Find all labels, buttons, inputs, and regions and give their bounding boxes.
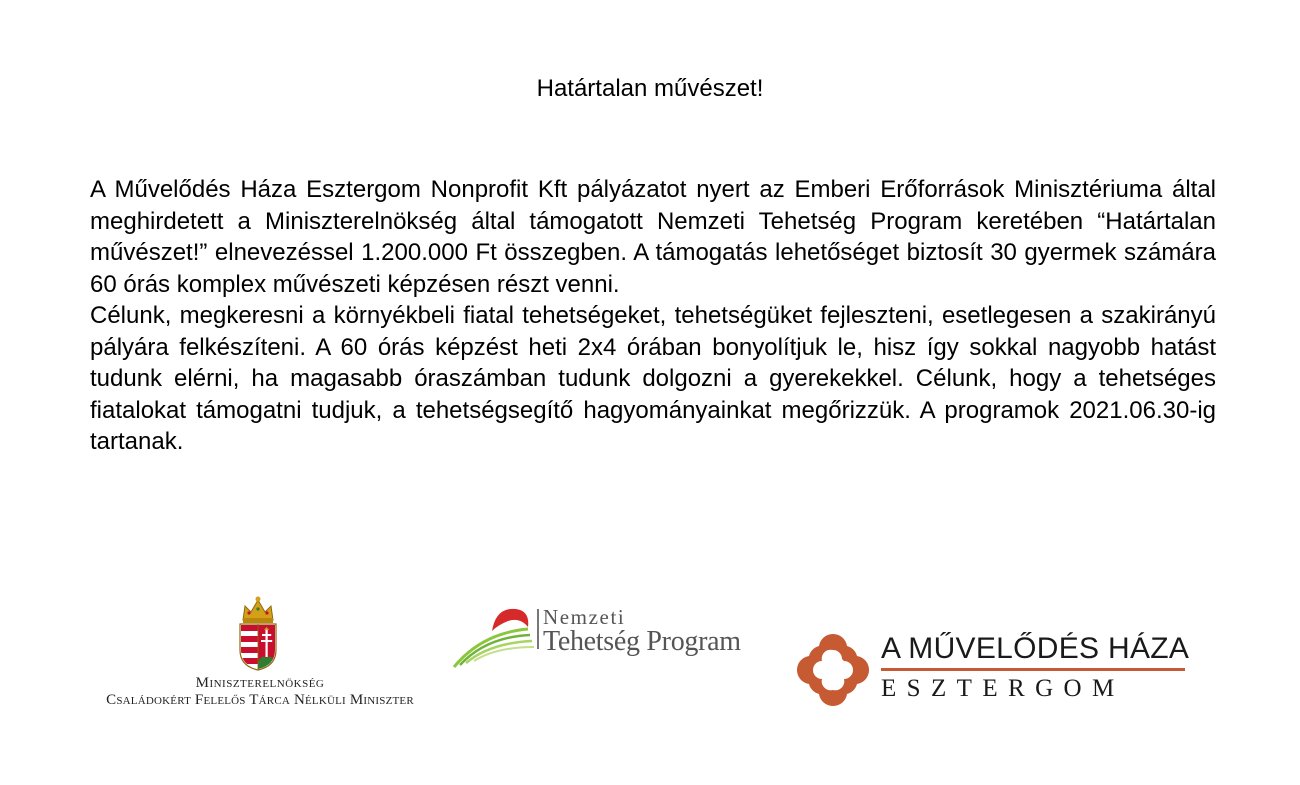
muvelodes-haza-emblem-icon — [795, 632, 871, 708]
ntp-line-2: Tehetség Program — [543, 626, 741, 657]
document-body — [90, 174, 1216, 458]
paragraph-1: A Művelődés Háza Esztergom Nonprofit Kft pályázatot nyert az Emberi Erőforrások Minisztériuma által meghirdetett a Miniszterelnökség által támogatott Nemzeti Tehetség Program keretében “Határtalan művészet!” elnevezéssel 1.200.000 Ft összegben. A támogatás lehetőséget biztosít 30 gyermek számára 60 órás komplex művészeti képzésen részt venni. — [90, 176, 1216, 298]
ministry-name: Miniszterelnökség — [195, 675, 325, 691]
document-title: Határtalan művészet! — [536, 75, 764, 102]
ministry-logo — [80, 596, 440, 712]
nemzeti-tehetseg-program-icon — [452, 603, 536, 669]
ministry-subtitle: Családokért Felelős Tárca Nélküli Miniszter — [106, 692, 414, 708]
muvelodes-haza-city: ESZTERGOM — [881, 675, 1125, 702]
ntp-line-1: Nemzeti — [543, 605, 626, 629]
paragraph-2: Célunk, megkeresni a környékbeli fiatal tehetségeket, tehetségüket fejleszteni, esetlegesen a szakirányú pályára felkészíteni. A 60 órás képzést heti 2x4 órában bonyolítjuk le, hisz így sokkal nagyobb hatást tudunk elérni, ha magasabb óraszámban tudunk dolgozni a gyerekekkel. Célunk, hogy a tehetséges fiatalokat támogatni tudjuk, a tehetségsegítő hagyományainkat megőrizzük. A programok 2021.06.30-ig tartanak. — [90, 302, 1216, 455]
muvelodes-haza-name: A MŰVELŐDÉS HÁZA — [881, 632, 1190, 665]
ntp-divider — [537, 609, 539, 649]
hungarian-coat-of-arms-icon — [237, 596, 279, 672]
ntp-logo — [452, 603, 772, 675]
muvelodes-haza-logo — [795, 630, 1195, 710]
muvelodes-haza-rule — [881, 668, 1185, 671]
